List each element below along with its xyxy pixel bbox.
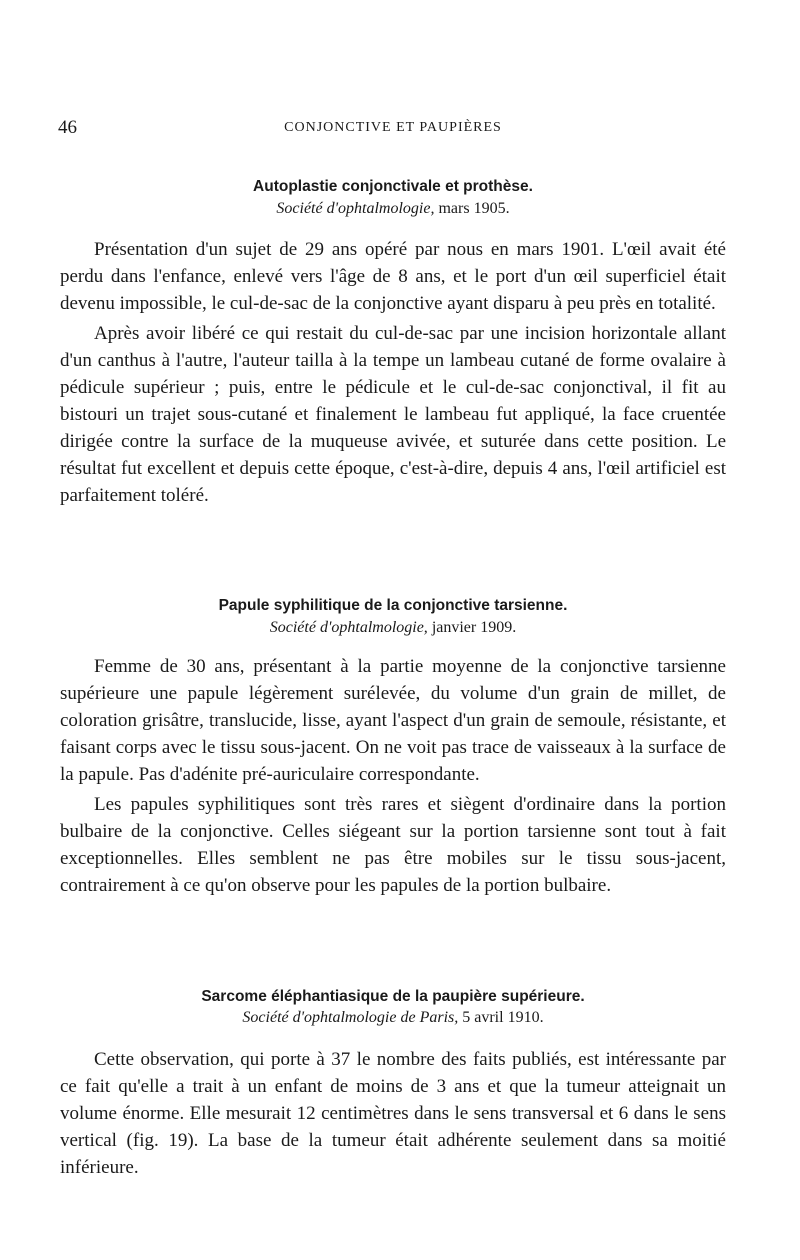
society-name: Société d'ophtalmologie, — [269, 619, 428, 636]
paragraph: Les papules syphilitiques sont très rares et siègent d'ordinaire dans la portion bulbaire de la conjonctive. Celles siégeant sur la portion tarsienne sont tout à fait exceptionnelles. Elles semblent ne pas être mobiles sur le tissu sous-jacent, contrairement à ce qu'on observe pour les papules de la portion bulbaire. — [60, 794, 726, 896]
paragraph: Cette observation, qui porte à 37 le nombre des faits publiés, est intéressante par ce fait qu'elle a trait à un enfant de moins de 3 ans et que la tumeur atteignait un volume énorme. Elle mesurait 12 centimètres dans le sens transversal et 6 dans le sens vertical (fig. 19). La base de la tumeur était adhérente seulement dans sa moitié inférieure. — [60, 1049, 726, 1178]
running-title: CONJONCTIVE ET PAUPIÈRES — [284, 120, 502, 135]
section-source-autoplastie — [58, 200, 728, 218]
source-date: janvier 1909. — [427, 619, 517, 636]
page-number: 46 — [58, 117, 77, 138]
section-source-papule — [58, 619, 728, 637]
paragraph: Après avoir libéré ce qui restait du cul-de-sac par une incision horizontale allant d'un canthus à l'autre, l'auteur tailla à la tempe un lambeau cutané de forme ovalaire à pédicule supérieur ; puis, entre le pédicule et le cul-de-sac conjonctival, il fit au bistouri un trajet sous-cutané et finalement le lambeau fut appliqué, la face cruentée dirigée contre la surface de la muqueuse avivée, et suturée dans cette position. Le résultat fut excellent et depuis cette époque, c'est-à-dire, depuis 4 ans, l'œil artificiel est parfaitement toléré. — [60, 323, 726, 506]
society-name: Société d'ophtalmologie de Paris, — [242, 1009, 459, 1026]
running-head — [58, 117, 728, 141]
society-name: Société d'ophtalmologie, — [276, 200, 435, 217]
section-title-sarcome: Sarcome éléphantiasique de la paupière supérieure. — [201, 988, 585, 1005]
paragraph: Présentation d'un sujet de 29 ans opéré par nous en mars 1901. L'œil avait été perdu dans l'enfance, enlevé vers l'âge de 8 ans, et le port d'un œil superficiel était devenu impossible, le cul-de-sac de la conjonctive ayant disparu à peu près en totalité. — [60, 239, 726, 314]
source-date: 5 avril 1910. — [458, 1009, 544, 1026]
section-body-sarcome — [60, 1046, 726, 1184]
section-title-autoplastie: Autoplastie conjonctivale et prothèse. — [253, 178, 533, 195]
section-title-papule: Papule syphilitique de la conjonctive tarsienne. — [218, 597, 568, 614]
section-source-sarcome — [58, 1009, 728, 1027]
section-body-papule — [60, 653, 726, 902]
source-date: mars 1905. — [434, 200, 510, 217]
paragraph: Femme de 30 ans, présentant à la partie moyenne de la conjonctive tarsienne supérieure une papule légèrement surélevée, du volume d'un grain de millet, de coloration grisâtre, translucide, lisse, ayant l'aspect d'un grain de semoule, résistante, et faisant corps avec le tissu sous-jacent. On ne voit pas trace de vaisseaux à la surface de la papule. Pas d'adénite pré-auriculaire correspondante. — [60, 656, 726, 785]
section-body-autoplastie — [60, 236, 726, 512]
